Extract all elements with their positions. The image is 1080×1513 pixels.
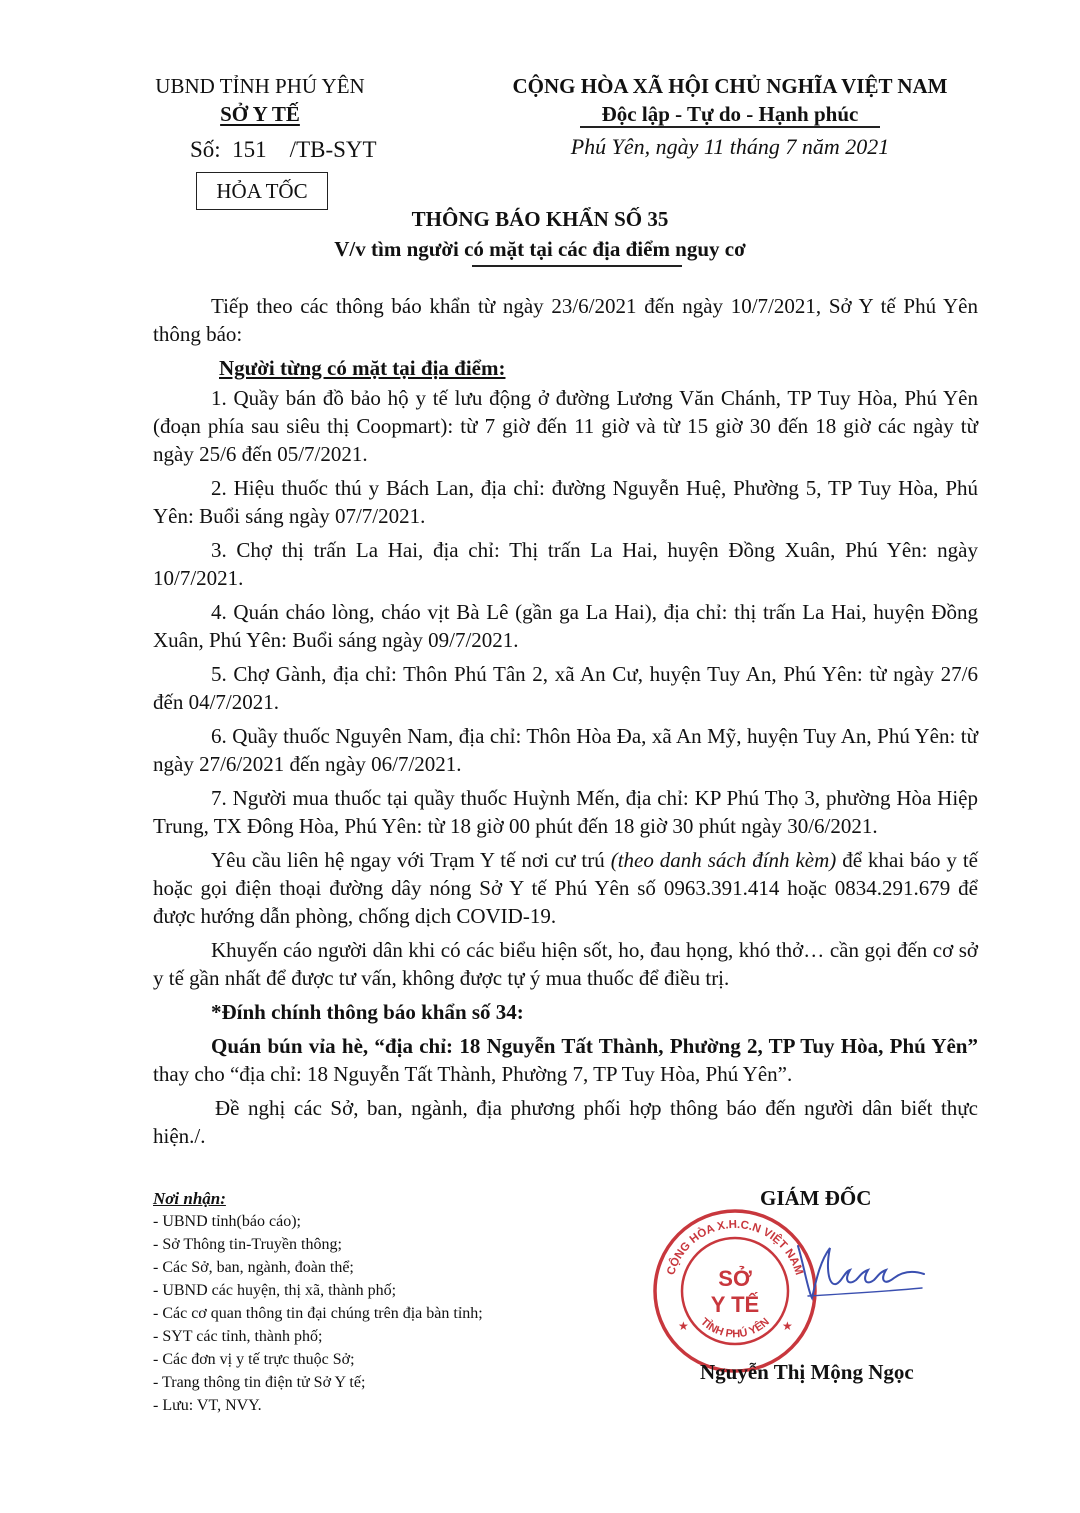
signature-underline-stroke [808,1288,922,1296]
recipients-heading: Nơi nhận: [153,1189,226,1208]
seal-center-bottom: Y TẾ [710,1292,760,1317]
closing-paragraph: Đề nghị các Sở, ban, ngành, địa phương phối hợp thông báo đến người dân biết thực hiện./. [153,1096,978,1148]
document-title-block [160,204,920,264]
list-item: 1. Quầy bán đồ bảo hộ y tế lưu động ở đường Lương Văn Chánh, TP Tuy Hòa, Phú Yên (đoạn phía sau siêu thị Coopmart): từ 7 giờ đến 11 giờ và từ 15 giờ 30 đến 18 giờ các ngày từ ngày 25/6 đến 05/7/2021. [153,386,978,466]
list-item: 2. Hiệu thuốc thú y Bách Lan, địa chỉ: đường Nguyễn Huệ, Phường 5, TP Tuy Hòa, Phú Yên: Buổi sáng ngày 07/7/2021. [153,476,978,528]
recipient-item: - SYT các tỉnh, thành phố; [153,1328,323,1345]
signature-stroke [798,1246,924,1298]
document-body [153,292,978,1156]
list-item: 4. Quán cháo lòng, cháo vịt Bà Lê (gần ga La Hai), địa chỉ: thị trấn La Hai, huyện Đồng Xuân, Phú Yên: Buổi sáng ngày 09/7/2021. [153,600,978,652]
recipient-item: - Trang thông tin điện tử Sở Y tế; [153,1374,366,1391]
intro-paragraph: Tiếp theo các thông báo khẩn từ ngày 23/6/2021 đến ngày 10/7/2021, Sở Y tế Phú Yên thông báo: [153,294,978,346]
attachment-note: (theo danh sách đính kèm) [610,848,837,872]
seal-inner-ring [682,1238,788,1344]
document-subject: V/v tìm người có mặt tại các địa điểm nguy cơ [334,237,746,261]
request-paragraph: Yêu cầu liên hệ ngay với Trạm Y tế nơi cư trú (theo danh sách đính kèm) để khai báo y tế hoặc gọi điện thoại đường dây nóng Sở Y tế Phú Yên số 0963.391.414 hoặc 0834.291.679 để được hướng dẫn phòng, chống dịch COVID-19. [153,848,979,928]
list-item: 7. Người mua thuốc tại quầy thuốc Huỳnh Mến, địa chỉ: KP Phú Thọ 3, phường Hòa Hiệp Trung, TX Đông Hòa, Phú Yên: từ 18 giờ 00 phút đến 18 giờ 30 phút ngày 30/6/2021. [153,786,978,838]
correction-heading: *Đính chính thông báo khẩn số 34: [211,1000,524,1024]
org-province: UBND TỈNH PHÚ YÊN [155,74,365,98]
org-department: SỞ Y TẾ [220,102,300,126]
seal-outer-text: CỘNG HÒA X.H.C.N VIỆT NAM [665,1218,805,1277]
national-header [480,72,980,128]
recipient-item: - Các cơ quan thông tin đại chúng trên địa bàn tỉnh; [153,1305,483,1322]
national-motto: Độc lập - Tự do - Hạnh phúc [601,102,859,126]
country-name: CỘNG HÒA XÃ HỘI CHỦ NGHĨA VIỆT NAM [512,74,948,98]
list-heading: Người từng có mặt tại địa điểm: [219,356,506,380]
urgent-stamp: HỎA TỐC [196,172,328,210]
motto-underline [580,126,880,128]
recipient-item: - UBND tỉnh(báo cáo); [153,1213,301,1230]
recipients-list [153,1187,623,1417]
recipient-item: - Lưu: VT, NVY. [153,1397,262,1414]
correction-paragraph: Quán bún vỉa hè, “địa chỉ: 18 Nguyễn Tất Thành, Phường 2, TP Tuy Hòa, Phú Yên” thay cho “địa chỉ: 18 Nguyễn Tất Thành, Phường 7, TP Tuy Hòa, Phú Yên”. [153,1034,978,1086]
list-item: 3. Chợ thị trấn La Hai, địa chỉ: Thị trấn La Hai, huyện Đồng Xuân, Phú Yên: ngày 10/7/2021. [153,538,978,590]
seal-center-top: SỞ [718,1266,752,1291]
handwritten-signature [790,1236,930,1316]
seal-star-right: ★ [782,1319,793,1333]
issuer-block [140,72,380,128]
recipient-item: - Các đơn vị y tế trực thuộc Sở; [153,1351,355,1368]
seal-star-left: ★ [678,1319,689,1333]
recipient-item: - Sở Thông tin-Truyền thông; [153,1236,342,1253]
list-item: 5. Chợ Gành, địa chỉ: Thôn Phú Tân 2, xã An Cư, huyện Tuy An, Phú Yên: từ ngày 27/6 đến 04/7/2021. [153,662,978,714]
document-number: Số: 151 /TB-SYT [190,137,377,162]
signer-name: Nguyễn Thị Mộng Ngọc [700,1360,914,1384]
recipient-item: - UBND các huyện, thị xã, thành phố; [153,1282,397,1299]
recipient-item: - Các Sở, ban, ngành, đoàn thể; [153,1259,354,1276]
list-item: 6. Quầy thuốc Nguyên Nam, địa chỉ: Thôn Hòa Đa, xã An Mỹ, huyện Tuy An, Phú Yên: từ ngày 27/6/2021 đến ngày 06/7/2021. [153,724,978,776]
document-title: THÔNG BÁO KHẨN SỐ 35 [411,207,669,231]
advice-paragraph: Khuyến cáo người dân khi có các biểu hiện sốt, ho, đau họng, khó thở… cần gọi đến cơ sở y tế gần nhất để được tư vấn, không được tự ý mua thuốc để điều trị. [153,938,978,990]
signer-title: GIÁM ĐỐC [760,1186,872,1210]
title-underline [472,265,682,267]
seal-bottom-text: TỈNH PHÚ YÊN [698,1315,772,1341]
document-date: Phú Yên, ngày 11 tháng 7 năm 2021 [570,134,890,159]
